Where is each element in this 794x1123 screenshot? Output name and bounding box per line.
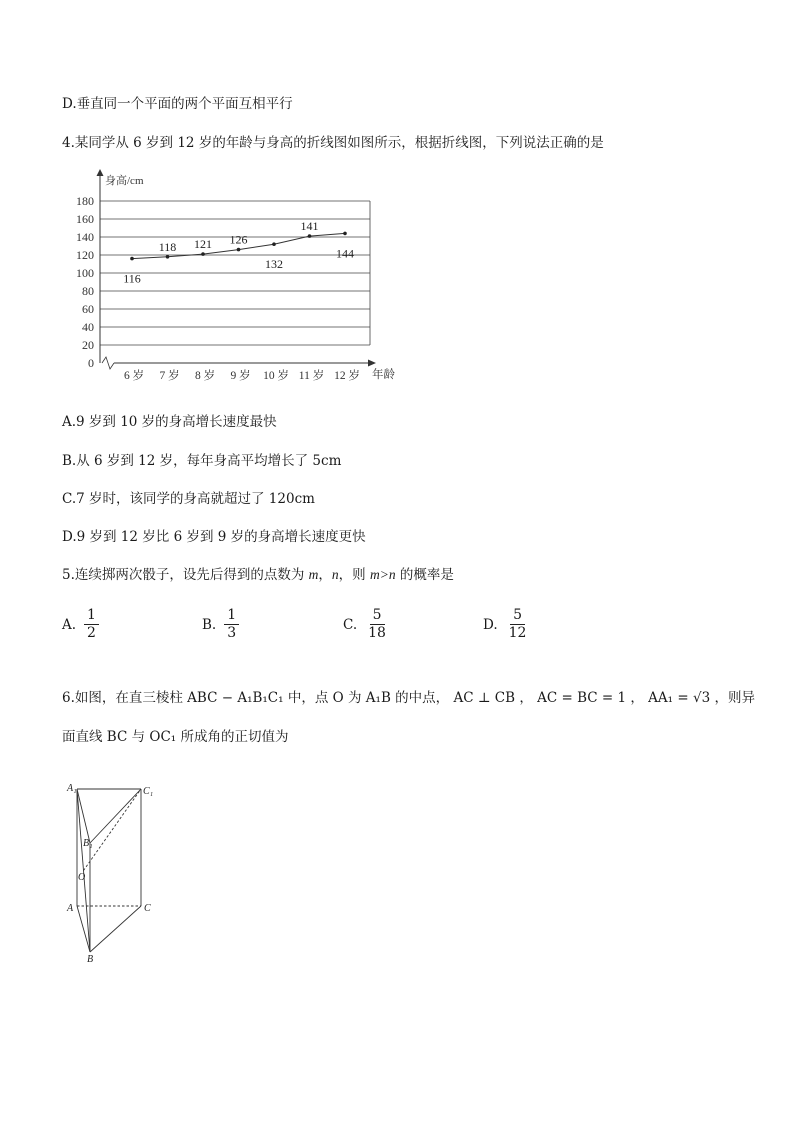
q5-option-d-den: 12 (508, 625, 527, 641)
data-point (237, 248, 241, 252)
y-tick-label: 20 (82, 338, 94, 352)
y-tick-label: 100 (76, 266, 94, 280)
x-axis-arrow (368, 360, 376, 367)
q4-option-d: D.9 岁到 12 岁比 6 岁到 9 岁的身高增长速度更快 (62, 529, 366, 545)
data-point (201, 252, 205, 256)
chart-x-ticks (124, 368, 360, 382)
chart-y-ticks (76, 194, 94, 370)
q5-option-c-fraction (365, 607, 389, 642)
label-o: O (78, 872, 86, 883)
q5-option-d-fraction (506, 607, 530, 642)
x-axis-label: 年龄 (372, 369, 395, 381)
x-tick-label: 6 岁 (123, 370, 145, 382)
q5-option-a-fraction (84, 607, 99, 642)
q4-option-a: A.9 岁到 10 岁的身高增长速度最快 (62, 414, 277, 430)
q5-option-c-den: 18 (368, 625, 386, 641)
q5-option-d-num: 5 (510, 607, 525, 625)
q5-option-c-num: 5 (370, 607, 385, 625)
q5-option-a (62, 607, 99, 642)
q5-condition: m>n (369, 567, 396, 582)
data-label: 144 (336, 246, 354, 261)
x-tick-label: 12 岁 (334, 370, 360, 382)
segment-o-c1 (84, 789, 142, 871)
x-tick-label: 11 岁 (298, 370, 325, 382)
q6-stem-line2: 面直线 BC 与 OC₁ 所成角的正切值为 (62, 729, 289, 745)
data-label: 118 (158, 239, 177, 254)
y-tick-label: 160 (76, 212, 94, 226)
data-label: 126 (229, 232, 248, 247)
y-tick-label: 60 (82, 302, 94, 316)
q5-option-b-den: 3 (227, 625, 237, 641)
q5-sep: ， (318, 567, 332, 583)
q5-option-a-label: A. (62, 616, 77, 633)
y-axis-break (102, 357, 114, 369)
data-point (166, 255, 170, 259)
data-label: 132 (265, 257, 283, 272)
q4-stem: 4.某同学从 6 岁到 12 岁的年龄与身高的折线图如图所示，根据折线图，下列说法正确的是 (62, 135, 604, 151)
label-a: A (67, 903, 74, 914)
q5-option-a-den: 2 (87, 625, 96, 641)
q4-option-c: C.7 岁时，该同学的身高就超过了 120cm (62, 491, 315, 507)
q5-option-a-num: 1 (84, 607, 99, 625)
y-tick-label: 80 (82, 284, 94, 298)
label-b1: B₁ (83, 838, 93, 849)
q5-var-n: n (331, 567, 339, 582)
data-point (308, 234, 312, 238)
data-point (272, 242, 276, 246)
q5-stem-mid: ，则 (338, 567, 370, 583)
q5-option-b (202, 607, 239, 642)
q5-stem-prefix: 5.连续掷两次骰子，设先后得到的点数为 (62, 567, 309, 583)
y-tick-label: 180 (76, 194, 94, 208)
q3-option-d: D.垂直同一个平面的两个平面互相平行 (62, 96, 293, 112)
q5-option-c (343, 607, 389, 642)
y-tick-label: 140 (76, 230, 94, 244)
y-tick-label: 40 (82, 320, 94, 334)
q5-options (62, 607, 622, 651)
q6-stem-line1: 6.如图，在直三棱柱 ABC − A₁B₁C₁ 中，点 O 为 A₁B 的中点， AC ⊥ CB ， AC = BC = 1 ， AA₁ = √3 ，则异 (62, 690, 755, 706)
q5-option-b-label: B. (202, 616, 217, 633)
q4-option-b: B.从 6 岁到 12 岁，每年身高平均增长了 5cm (62, 453, 342, 469)
data-label: 116 (123, 271, 141, 286)
data-label: 141 (300, 219, 319, 234)
q5-option-b-num: 1 (224, 607, 239, 625)
x-tick-label: 8 岁 (194, 370, 216, 382)
label-c: C (144, 903, 151, 914)
data-point (130, 257, 134, 261)
prism-figure (60, 780, 170, 970)
x-tick-label: 10 岁 (263, 370, 289, 382)
x-tick-label: 9 岁 (230, 370, 251, 382)
y-axis-label: 身高/cm (105, 175, 144, 187)
q5-option-b-fraction (224, 607, 239, 642)
q5-option-c-label: C. (343, 616, 358, 633)
label-a1: A₁ (67, 783, 77, 794)
y-axis-arrow (97, 169, 104, 176)
q5-stem (62, 563, 454, 583)
label-b: B (87, 954, 94, 965)
height-line-chart (60, 168, 420, 388)
chart-data-labels (123, 219, 354, 286)
data-label: 121 (194, 237, 212, 252)
q5-var-m: m (308, 567, 319, 582)
q5-option-d (483, 607, 529, 642)
data-point (343, 232, 347, 236)
edge-b1-c1 (90, 789, 141, 843)
y-tick-label: 0 (88, 356, 94, 370)
label-c1: C₁ (143, 786, 154, 797)
q5-option-d-label: D. (483, 616, 498, 633)
q5-stem-suffix: 的概率是 (395, 567, 454, 583)
edge-b-c (90, 906, 141, 952)
y-tick-label: 120 (76, 248, 94, 262)
x-tick-label: 7 岁 (159, 370, 180, 382)
